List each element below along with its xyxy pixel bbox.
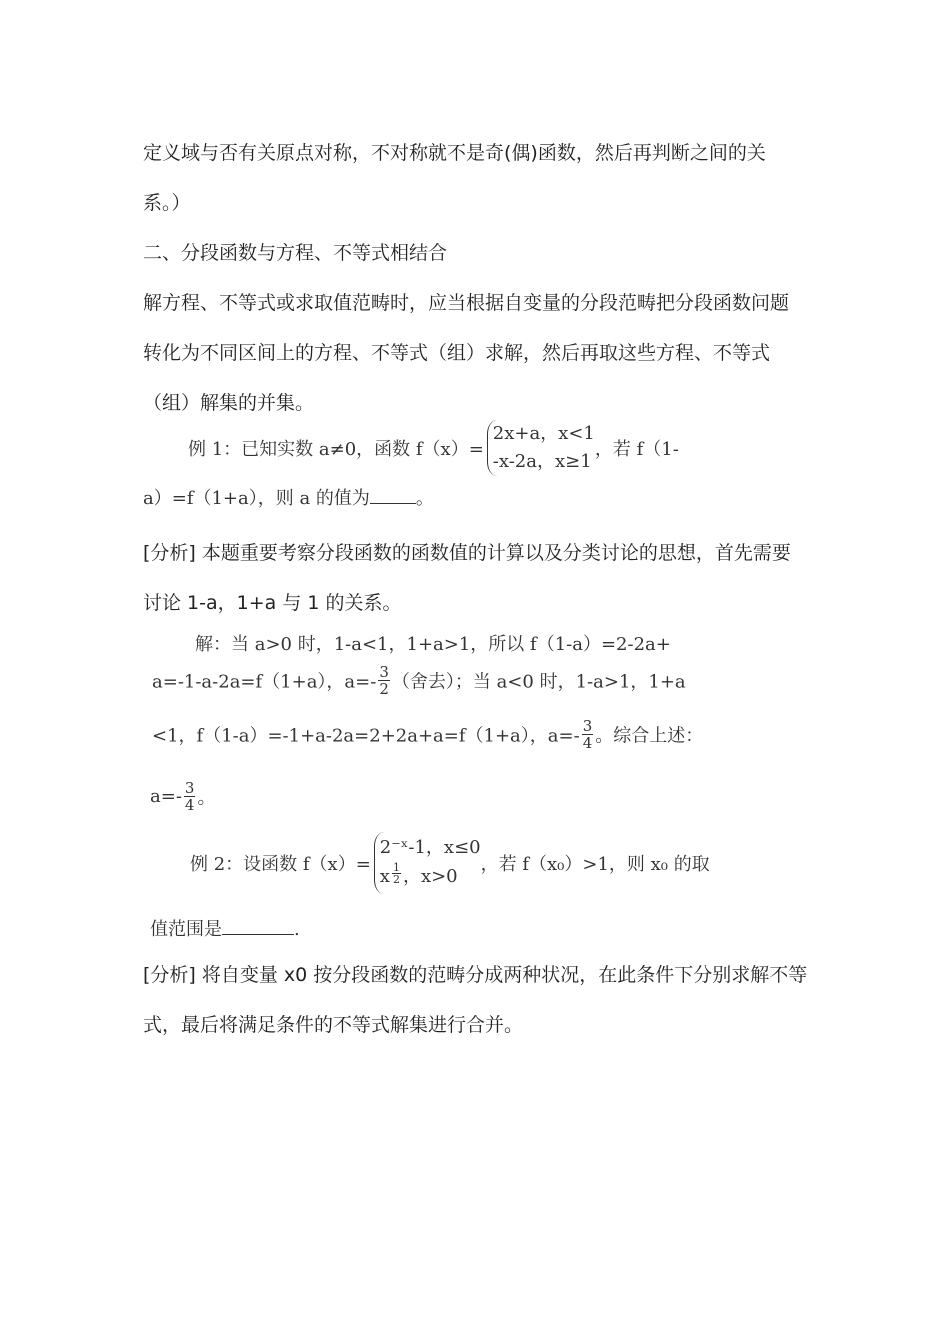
solution-text: 。 bbox=[197, 787, 216, 809]
example-2-line-1 bbox=[190, 832, 710, 894]
fraction bbox=[184, 780, 196, 813]
piecewise-brace bbox=[374, 832, 481, 894]
example-1-prefix: 例 1：已知实数 a≠0，函数 f（x）= bbox=[188, 439, 484, 460]
answer-blank bbox=[222, 918, 294, 935]
example-1-question: a）=f（1+a），则 a 的值为 bbox=[143, 488, 370, 509]
example-2-question: 值范围是 bbox=[150, 919, 222, 940]
paragraph-line: 系。） bbox=[143, 192, 191, 214]
fraction-numerator: 3 bbox=[582, 717, 593, 735]
answer-blank bbox=[370, 487, 416, 504]
analysis-line: [分析] 本题重要考察分段函数的函数值的计算以及分类讨论的思想，首先需要 bbox=[143, 542, 791, 564]
example-2-suffix: ，若 f（x₀）>1，则 x₀ 的取 bbox=[480, 854, 710, 875]
example-1-end: 。 bbox=[415, 488, 434, 509]
piecewise-brace bbox=[487, 420, 595, 476]
solution-text: （舍去）；当 a<0 时，1-a>1，1+a bbox=[391, 671, 686, 693]
fraction bbox=[582, 718, 594, 751]
fraction-numerator: 3 bbox=[184, 779, 195, 797]
fraction-denominator: 4 bbox=[582, 734, 593, 752]
solution-text: a=- bbox=[150, 786, 182, 807]
solution-line-2 bbox=[152, 664, 686, 697]
paragraph-line: 解方程、不等式或求取值范畴时，应当根据自变量的分段范畴把分段函数问题 bbox=[143, 292, 790, 314]
solution-text: a=-1-a-2a=f（1+a），a=- bbox=[152, 671, 377, 693]
paragraph-line: 定义域与否有关原点对称，不对称就不是奇(偶)函数，然后再判断之间的关 bbox=[143, 142, 766, 164]
example-1-line-1 bbox=[188, 420, 679, 476]
example-1-line-2 bbox=[143, 484, 434, 510]
power-base: x bbox=[379, 866, 390, 887]
solution-line-4 bbox=[150, 780, 215, 813]
example-2-line-2 bbox=[150, 915, 300, 941]
analysis-line: 讨论 1-a，1+a 与 1 的关系。 bbox=[143, 592, 402, 614]
fraction bbox=[378, 664, 390, 697]
analysis-line: [分析] 将自变量 x0 按分段函数的范畴分成两种状况，在此条件下分别求解不等 bbox=[143, 964, 808, 986]
case-condition: ，x>0 bbox=[402, 866, 458, 887]
example-1-suffix: ，若 f（1- bbox=[594, 439, 679, 460]
case-2 bbox=[380, 862, 481, 892]
section-heading: 二、分段函数与方程、不等式相结合 bbox=[143, 242, 448, 264]
solution-text: <1，f（1-a）=-1+a-2a=2+2a+a=f（1+a），a=- bbox=[152, 725, 580, 747]
case-1: 2⁻ˣ-1，x≤0 bbox=[379, 837, 481, 858]
example-2-prefix: 例 2：设函数 f（x）= bbox=[190, 854, 371, 875]
fraction-denominator: 2 bbox=[379, 680, 389, 698]
paragraph-line: （组）解集的并集。 bbox=[143, 392, 315, 414]
analysis-line: 式，最后将满足条件的不等式解集进行合并。 bbox=[143, 1014, 524, 1036]
fraction-denominator: 4 bbox=[184, 796, 195, 814]
solution-text: 。综合上述： bbox=[595, 725, 704, 747]
exponent-numerator: 1 bbox=[392, 861, 400, 874]
fraction-numerator: 3 bbox=[379, 663, 389, 681]
example-2-end: . bbox=[294, 919, 300, 940]
case-1: 2x+a，x<1 bbox=[492, 423, 595, 444]
exponent-fraction bbox=[392, 862, 401, 885]
exponent-denominator: 2 bbox=[392, 873, 400, 886]
case-2: -x-2a，x≥1 bbox=[492, 451, 592, 472]
solution-line-1: 解：当 a>0 时，1-a<1，1+a>1，所以 f（1-a）=2-2a+ bbox=[195, 634, 671, 655]
paragraph-line: 转化为不同区间上的方程、不等式（组）求解，然后再取这些方程、不等式 bbox=[143, 342, 771, 364]
solution-line-3 bbox=[152, 718, 703, 751]
